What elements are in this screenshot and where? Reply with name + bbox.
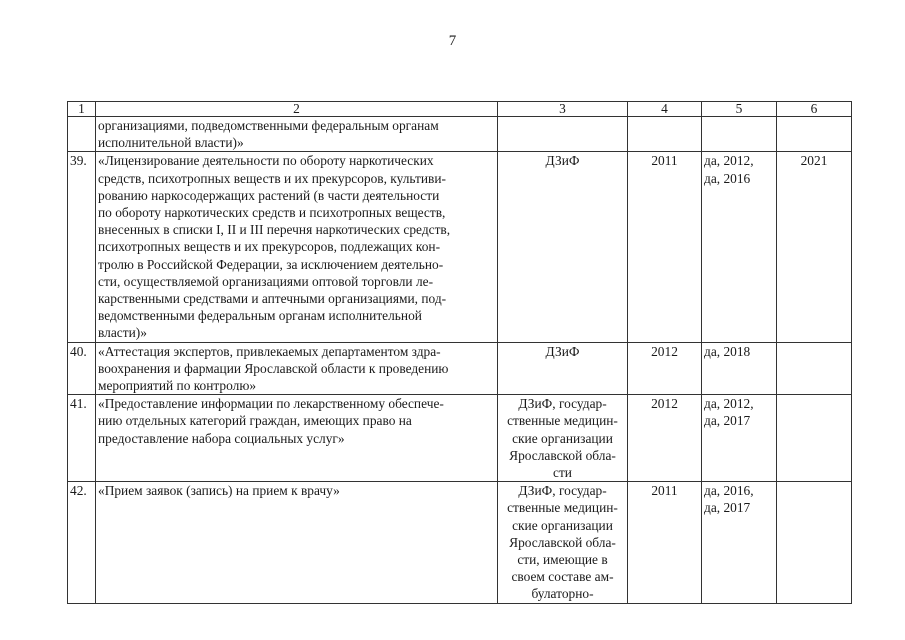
services-table — [67, 101, 852, 604]
description-line: ведомственными федеральным органам исполнительной — [98, 308, 422, 324]
executor-line: Ярославской обла- — [509, 534, 616, 550]
status-years-cell — [702, 152, 777, 342]
executor-cell — [498, 342, 628, 395]
header-cell-3: 3 — [498, 102, 628, 117]
executor-cell — [498, 117, 628, 152]
description-line: «Аттестация экспертов, привлекаемых департаментом здра- — [98, 343, 441, 359]
description-line: «Прием заявок (запись) на прием к врачу» — [98, 483, 340, 499]
service-description — [96, 152, 498, 342]
end-year-cell — [777, 482, 852, 603]
end-year-cell — [777, 117, 852, 152]
description-line: предоставление набора социальных услуг» — [98, 430, 345, 446]
header-cell-4: 4 — [628, 102, 702, 117]
header-cell-5: 5 — [702, 102, 777, 117]
description-line: тролю в Российской Федерации, за исключением деятельно- — [98, 256, 444, 272]
year-cell: 2012 — [628, 395, 702, 482]
executor-line: ские организации — [512, 517, 613, 533]
description-line: «Предоставление информации по лекарственному обеспече- — [98, 396, 444, 412]
executor-line: сти — [553, 465, 572, 481]
status-years-cell — [702, 482, 777, 603]
description-line: воохранения и фармации Ярославской области к проведению — [98, 360, 449, 376]
status-years-cell — [702, 395, 777, 482]
status-year-line: да, 2012, — [704, 396, 754, 412]
status-years-cell — [702, 342, 777, 395]
description-line: средств, психотропных веществ и их прекурсоров, культиви- — [98, 170, 446, 186]
end-year-cell — [777, 342, 852, 395]
table-row — [68, 342, 852, 395]
year-cell: 2011 — [628, 152, 702, 342]
executor-line: ские организации — [512, 430, 613, 446]
executor-line: ДЗиФ — [545, 153, 580, 169]
executor-cell — [498, 482, 628, 603]
service-description — [96, 342, 498, 395]
executor-line: булаторно- — [531, 586, 594, 602]
status-years-cell — [702, 117, 777, 152]
executor-cell — [498, 152, 628, 342]
status-year-line: да, 2018 — [704, 343, 751, 359]
description-line: исполнительной власти)» — [98, 135, 244, 151]
row-number: 40. — [68, 342, 96, 395]
description-line: власти)» — [98, 325, 147, 341]
description-line: внесенных в списки I, II и III перечня наркотических средств, — [98, 222, 451, 238]
status-year-line: да, 2017 — [704, 500, 751, 516]
row-number: 41. — [68, 395, 96, 482]
table-row — [68, 482, 852, 603]
executor-line: ДЗиФ — [545, 343, 580, 359]
year-cell — [628, 117, 702, 152]
page-number: 7 — [448, 33, 457, 49]
service-description — [96, 482, 498, 603]
header-row — [68, 102, 852, 117]
header-cell-1: 1 — [68, 102, 96, 117]
executor-cell — [498, 395, 628, 482]
description-line: сти, осуществляемой организациями оптовой торговли ле- — [98, 273, 434, 289]
description-line: психотропных веществ и их прекурсоров, подлежащих кон- — [98, 239, 441, 255]
end-year-cell: 2021 — [777, 152, 852, 342]
description-line: рованию наркосодержащих растений (в части деятельности — [98, 187, 440, 203]
row-number: 42. — [68, 482, 96, 603]
executor-line: ДЗиФ, государ- — [518, 483, 607, 499]
description-line: «Лицензирование деятельности по обороту наркотических — [98, 153, 434, 169]
executor-line: своем составе ам- — [511, 569, 614, 585]
row-number: 39. — [68, 152, 96, 342]
status-year-line: да, 2017 — [704, 413, 751, 429]
service-description — [96, 117, 498, 152]
end-year-cell — [777, 395, 852, 482]
header-cell-2: 2 — [96, 102, 498, 117]
executor-line: Ярославской обла- — [509, 447, 616, 463]
description-line: нию отдельных категорий граждан, имеющих право на — [98, 413, 412, 429]
table-row — [68, 117, 852, 152]
description-line: мероприятий по контролю» — [98, 378, 257, 394]
year-cell: 2011 — [628, 482, 702, 603]
description-line: по обороту наркотических средств и психотропных веществ, — [98, 205, 446, 221]
status-year-line: да, 2016, — [704, 483, 754, 499]
table-row — [68, 395, 852, 482]
row-number — [68, 117, 96, 152]
table-row — [68, 152, 852, 342]
executor-line: ственные медицин- — [507, 413, 618, 429]
status-year-line: да, 2012, — [704, 153, 754, 169]
year-cell: 2012 — [628, 342, 702, 395]
header-cell-6: 6 — [777, 102, 852, 117]
status-year-line: да, 2016 — [704, 170, 751, 186]
service-description — [96, 395, 498, 482]
executor-line: сти, имеющие в — [517, 552, 608, 568]
executor-line: ДЗиФ, государ- — [518, 396, 607, 412]
executor-line: ственные медицин- — [507, 500, 618, 516]
description-line: организациями, подведомственными федеральным органам — [98, 118, 439, 133]
description-line: карственными средствами и аптечными организациями, под- — [98, 291, 447, 307]
